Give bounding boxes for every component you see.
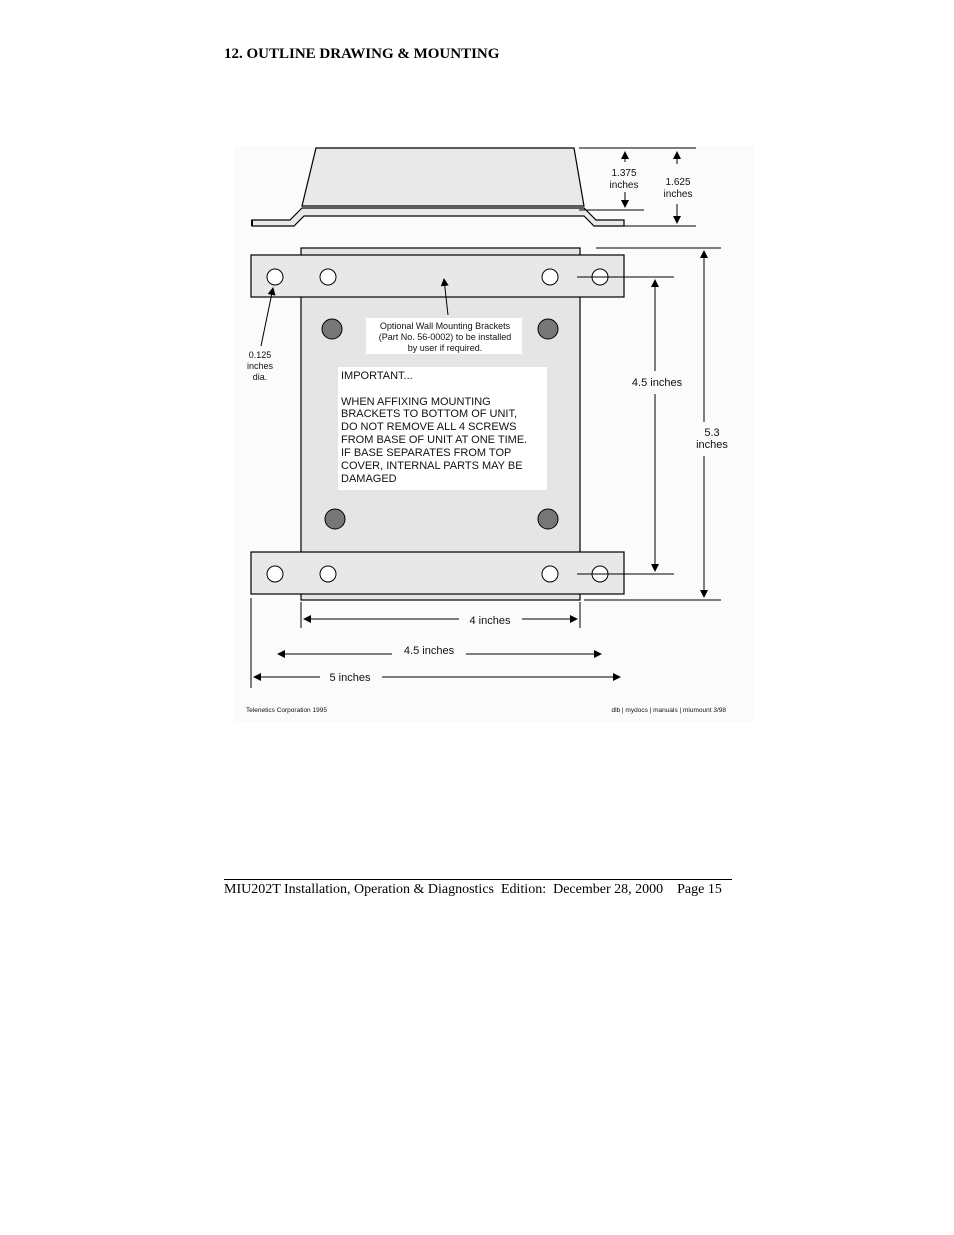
credit-right: dlb | mydocs | manuals | miumount 3/98 bbox=[611, 707, 726, 714]
dim-1375-value: 1.375 bbox=[611, 168, 637, 179]
dim-45-horizontal: 4.5 inches bbox=[403, 645, 455, 657]
important-line-6: FROM BASE OF UNIT AT ONE TIME. bbox=[341, 434, 528, 446]
important-line-3: WHEN AFFIXING MOUNTING bbox=[341, 396, 491, 408]
dim-45-vertical: 4.5 inches bbox=[631, 377, 683, 389]
important-line-7: IF BASE SEPARATES FROM TOP bbox=[341, 447, 512, 459]
page-footer: MIU202T Installation, Operation & Diagnostics Edition: December 28, 2000 Page 15 bbox=[224, 882, 722, 897]
important-line-5: DO NOT REMOVE ALL 4 SCREWS bbox=[341, 421, 517, 433]
bottom-mounting-bracket bbox=[251, 552, 624, 594]
dim-1375-unit: inches bbox=[609, 180, 639, 191]
important-line-9: DAMAGED bbox=[341, 473, 397, 485]
footer-rule bbox=[224, 879, 732, 880]
dim-0125-dia: dia. bbox=[252, 372, 268, 382]
important-line-4: BRACKETS TO BOTTOM OF UNIT, bbox=[341, 408, 518, 420]
dim-53-value: 5.3 bbox=[704, 427, 720, 439]
dim-0125-value: 0.125 bbox=[248, 350, 272, 360]
important-line-8: COVER, INTERNAL PARTS MAY BE bbox=[341, 460, 523, 472]
dim-1625-unit: inches bbox=[663, 189, 693, 200]
dim-0125-unit: inches bbox=[246, 361, 274, 371]
section-heading: 12. OUTLINE DRAWING & MOUNTING bbox=[224, 46, 500, 62]
bracket-note-line-2: (Part No. 56-0002) to be installed bbox=[378, 332, 512, 342]
credit-left: Telenetics Corporation 1995 bbox=[246, 707, 327, 714]
dim-4: 4 inches bbox=[469, 615, 511, 627]
bracket-note-line-3: by user if required. bbox=[407, 343, 483, 353]
outline-drawing bbox=[234, 146, 754, 722]
top-mounting-bracket bbox=[251, 255, 624, 297]
bracket-note-line-1: Optional Wall Mounting Brackets bbox=[379, 321, 511, 331]
dim-53-unit: inches bbox=[696, 439, 728, 451]
dim-1625-value: 1.625 bbox=[665, 177, 691, 188]
important-line-1: IMPORTANT... bbox=[341, 370, 413, 382]
dim-5: 5 inches bbox=[329, 672, 371, 684]
